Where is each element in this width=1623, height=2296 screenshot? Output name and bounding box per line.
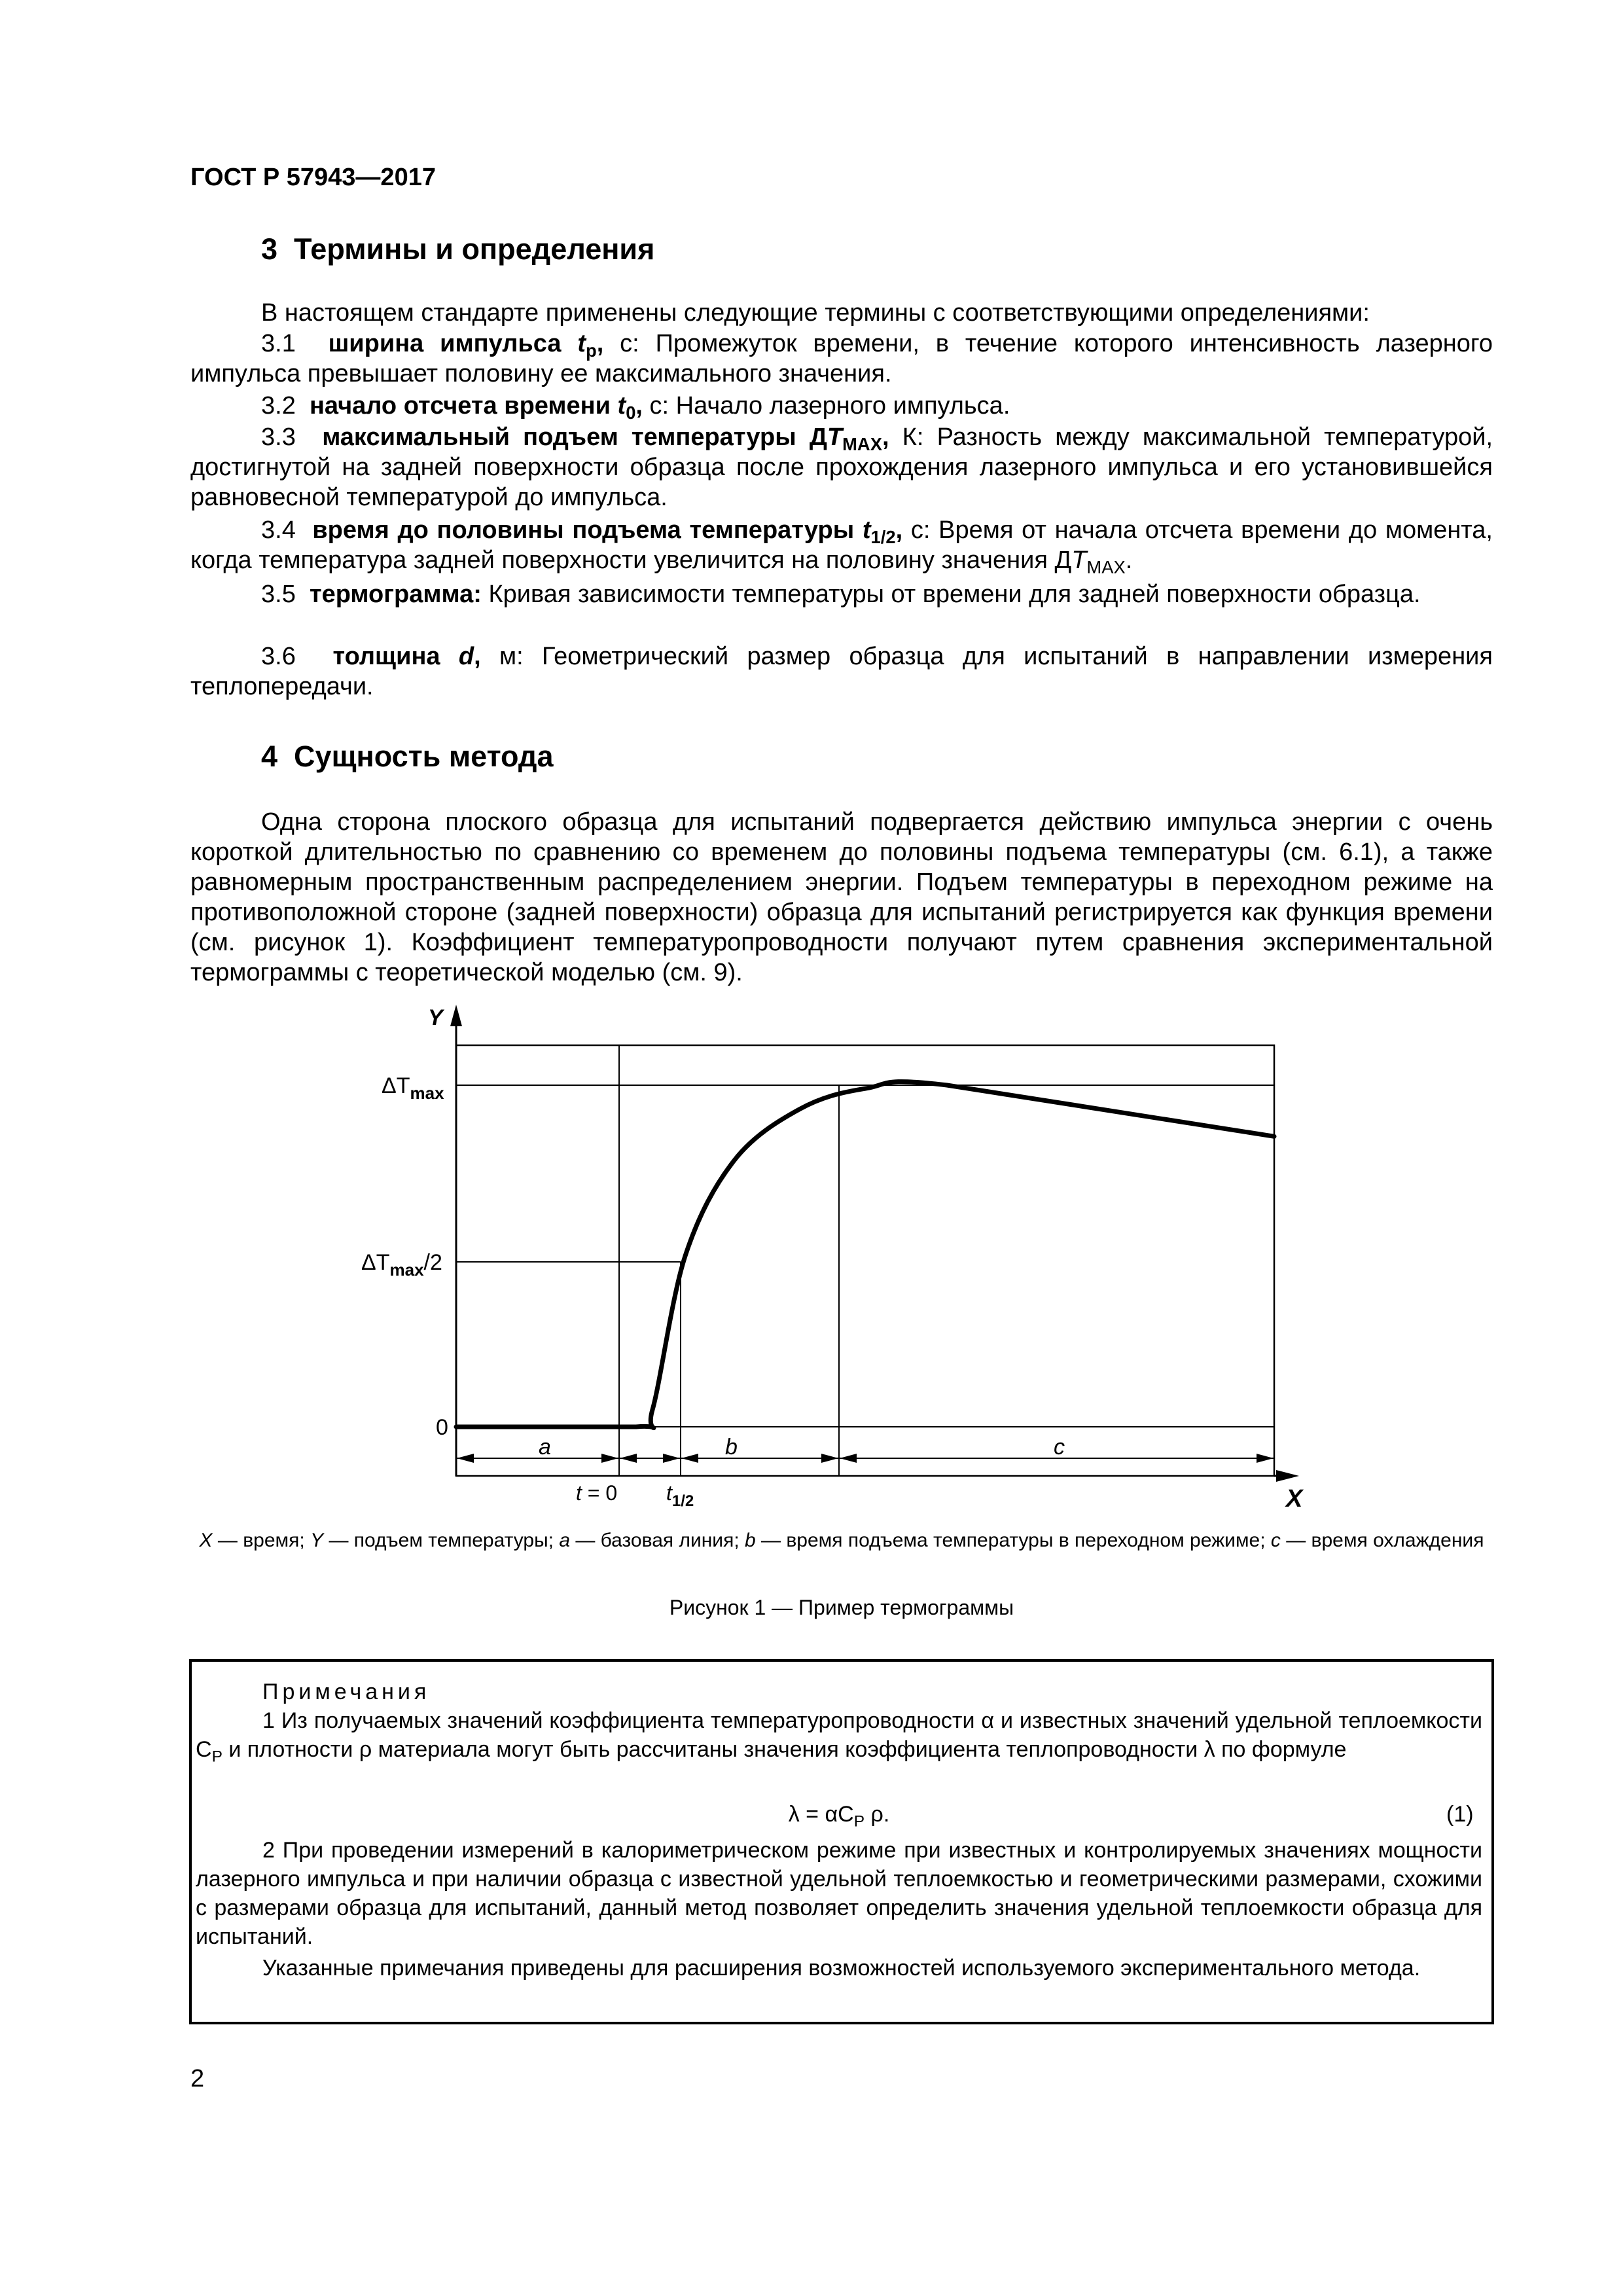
section-3-title: Термины и определения: [294, 232, 655, 266]
thalf-x-label: $t_{1/2}$: [666, 1481, 694, 1510]
formula: $\lambda = \alpha C_P$ ρ.: [788, 1802, 890, 1831]
segment-b-label: b: [725, 1435, 738, 1460]
zero-label: 0: [436, 1415, 448, 1440]
y-axis-label: Y: [428, 1005, 443, 1030]
term-3-6: 3.6 толщина d, м: Геометрический размер образца для испытаний в направлении измерения теплопередачи.: [190, 643, 1493, 700]
term-3-1: 3.1 ширина импульса $t_p$, с: Промежуток времени, в течение которого интенсивность лазерного импульса превышает половину ее максимального значения.: [190, 330, 1493, 387]
figure-legend: X — время; Y — подъем температуры; a — базовая линия; b — время подъема температуры в переходном режиме; c — время охлаждения: [199, 1530, 1484, 1551]
note-2: 2 При проведении измерений в калориметрическом режиме при известных и контролируемых значениях мощности лазерного импульса и при наличии образца с известной удельной теплоемкостью и геометрическими размерами, схожими с размерами образца для испытаний, данный метод позволяет определить значения удельной теплоемкости образца для испытаний.: [196, 1838, 1482, 1949]
y-axis-arrow-icon: [450, 1005, 462, 1026]
section-3-intro: В настоящем стандарте применены следующие термины с соответствующими определениями:: [261, 299, 1370, 327]
notes-heading: Примечания: [262, 1679, 431, 1704]
thermogram-curve: [456, 1082, 1274, 1428]
segment-c-label: c: [1054, 1435, 1065, 1460]
figure-caption: Рисунок 1 — Пример термограммы: [669, 1596, 1014, 1619]
formula-number: (1): [1446, 1802, 1474, 1827]
note-3: Указанные примечания приведены для расширения возможностей используемого экспериментального метода.: [262, 1956, 1421, 1981]
term-3-2: 3.2 начало отсчета времени $t_0$, с: Начало лазерного импульса.: [261, 392, 1010, 423]
section-4-text: Одна сторона плоского образца для испытаний подвергается действию импульса энергии с очень короткой длительностью по сравнению со временем до половины подъема температуры (см. 6.1), а также равномерным пространственным распределением энергии. Подъем температуры в переходном режиме на противоположной стороне (задней поверхности) образца для испытаний регистрируется как функция времени (см. рисунок 1). Коэффициент температуропроводности получают путем сравнения экспериментальной термограммы с теоретической моделью (см. 9).: [190, 808, 1493, 986]
section-4-title: Сущность метода: [294, 740, 554, 773]
term-3-5: 3.5 термограмма: Кривая зависимости температуры от времени для задней поверхности образца.: [261, 581, 1421, 608]
term-3-3: 3.3 максимальный подъем температуры $ДT_{MAX}$, К: Разность между максимальной температурой, достигнутой на задней поверхности образца после прохождения лазерного импульса и его установившейся равновесной температурой до импульса.: [190, 423, 1493, 511]
note-1: 1 Из получаемых значений коэффициента температуропроводности α и известных значений удельной теплоемкости $C_P$ и плотности ρ материала могут быть рассчитаны значения коэффициента теплопроводности λ по формуле: [196, 1708, 1482, 1766]
section-4-number: 4: [261, 740, 278, 773]
x-axis-label: X: [1286, 1485, 1303, 1513]
page-number: 2: [190, 2065, 205, 2092]
x-axis-arrow-icon: [1276, 1470, 1299, 1482]
t0-label: t = 0: [576, 1481, 618, 1505]
thalf-label: $\Delta T_{max}/2$: [361, 1250, 442, 1280]
section-3-number: 3: [261, 232, 278, 266]
segment-a-label: a: [539, 1435, 551, 1460]
term-3-4: 3.4 время до половины подъема температуры $t_{1/2}$, с: Время от начала отсчета времени до момента, когда температура задней поверхности увеличится на половину значения $ДT_{MAX}$.: [190, 516, 1493, 578]
tmax-label: $\Delta T_{max}$: [382, 1073, 444, 1103]
plot-frame: [456, 1045, 1274, 1476]
document-id: ГОСТ Р 57943—2017: [190, 164, 436, 191]
